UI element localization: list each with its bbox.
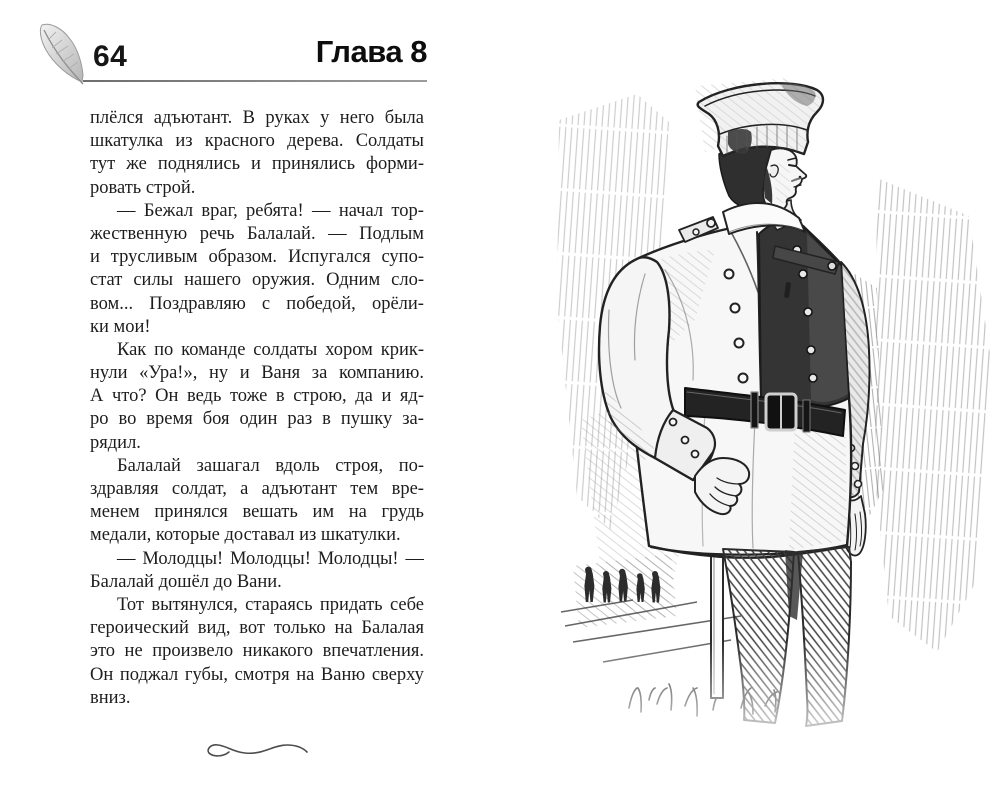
head — [719, 145, 806, 234]
text-line: Балалай дошёл до Вани. — [90, 571, 282, 592]
text-line: — Молодцы! Молодцы! Молодцы! — — [117, 548, 424, 569]
text-line: ро во время боя один раз в пушку за- — [90, 409, 424, 430]
text-line: Тот вытянулся, стараясь придать себе — [117, 594, 424, 615]
text-line: это не произвело никакого впечатления. — [90, 641, 424, 662]
text-line: и трусливым образом. Испугался супо- — [90, 247, 424, 268]
chapter-title: Глава 8 — [315, 34, 427, 69]
text-line: героический вид, вот только на Балалая — [90, 618, 424, 639]
paragraph — [90, 455, 424, 548]
text-line: шкатулка из красного дерева. Солдаты — [90, 131, 424, 152]
text-line: — Бежал враг, ребята! — начал тор- — [117, 200, 424, 221]
text-line: здравляя солдат, а адъютант тем вре- — [90, 479, 424, 499]
paragraph — [90, 594, 424, 710]
page-number: 64 — [93, 40, 128, 73]
text-line: медали, которые доставал из шкатулки. — [90, 525, 401, 546]
text-line: вниз. — [90, 687, 131, 708]
text-line: Балалай зашагал вдоль строя, по- — [117, 455, 424, 476]
paragraph — [90, 200, 424, 339]
text-line: плёлся адъютант. В руках у него была — [90, 108, 424, 128]
text-line: А что? Он ведь тоже в строю, да и яд- — [90, 386, 424, 407]
text-line: рядил. — [90, 432, 141, 453]
text-line: вом... Поздравляю с победой, орёли- — [90, 293, 424, 314]
paragraph — [90, 107, 424, 200]
text-line: тут же поднялись и принялись форми- — [90, 154, 424, 175]
text-line: менем принялся вешать им на грудь — [90, 502, 424, 523]
text-line: нули «Ура!», ну и Ваня за компанию. — [90, 363, 424, 384]
paragraph — [90, 548, 424, 594]
soldier-illustration — [545, 60, 1001, 801]
bottom-fade — [545, 640, 1001, 801]
text-line: стат силы нашего оружия. Одним сло- — [90, 270, 424, 291]
header-rule — [83, 80, 427, 82]
feather-quill-icon — [22, 18, 88, 86]
text-line: ки мои! — [90, 316, 151, 337]
paragraph — [90, 339, 424, 455]
text-line: жественную речь Балалай. — Подлым — [90, 223, 424, 244]
text-line: Он поджал губы, смотря на Ваню сверху — [90, 664, 424, 685]
text-column — [90, 107, 424, 710]
flourish-swash — [205, 740, 310, 760]
text-line: ровать строй. — [90, 177, 196, 198]
text-line: Как по команде солдаты хором крик- — [117, 339, 424, 360]
